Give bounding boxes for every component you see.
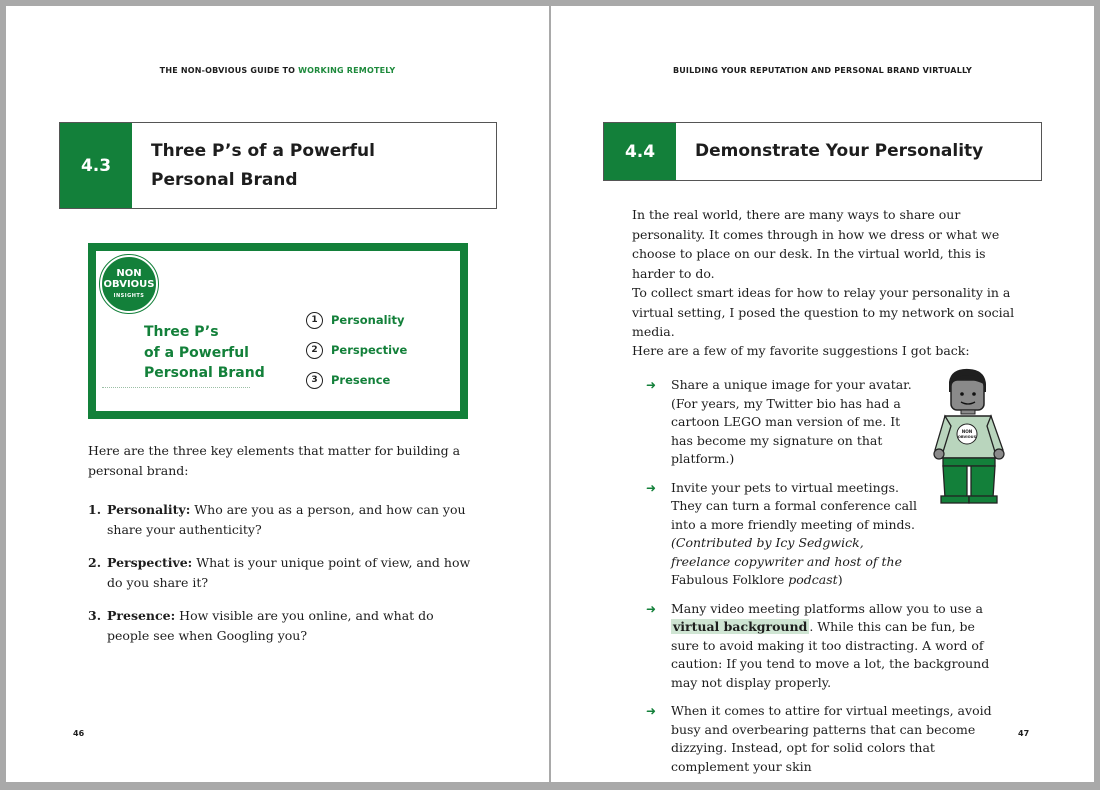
insight-title-line2: of a Powerful xyxy=(144,344,249,361)
left-page xyxy=(6,6,549,782)
list-term: Perspective: xyxy=(107,555,193,570)
section-title xyxy=(151,123,486,208)
list-text: What is your unique point of view, and how do you share it? xyxy=(107,555,471,590)
paragraph-3: Here are a few of my favorite suggestions I got back: xyxy=(632,343,970,358)
insight-callout-box xyxy=(88,243,468,419)
running-head-accent: WORKING REMOTELY xyxy=(298,66,396,75)
list-item xyxy=(646,376,1006,469)
list-term: Personality: xyxy=(107,502,191,517)
bullet-text: Invite your pets to virtual meetings. They can turn a formal conference call into a more friendly meeting of minds. xyxy=(671,479,918,532)
insight-item xyxy=(306,365,407,395)
paragraph-2: To collect smart ideas for how to relay your personality in a virtual setting, I posed the question to my network on social media. xyxy=(632,285,1015,339)
right-page xyxy=(551,6,1094,782)
list-text: How visible are you online, and what do people see when Googling you? xyxy=(107,608,434,643)
badge-line1: NON xyxy=(116,268,142,279)
list-item xyxy=(88,500,478,539)
running-head-right: BUILDING YOUR REPUTATION AND PERSONAL BRAND VIRTUALLY xyxy=(672,66,973,75)
insight-item-label: Presence xyxy=(331,373,391,387)
highlighted-term: virtual background xyxy=(673,619,808,634)
intro-paragraph: Here are the three key elements that matter for building a personal brand: xyxy=(88,443,461,478)
badge-line3: INSIGHTS xyxy=(113,293,145,299)
bullet-text: Share a unique image for your avatar. (For years, my Twitter bio has had a cartoon LEGO man version of me. It has become my signature on that platform.) xyxy=(671,377,912,466)
insight-title-line3: Personal Brand xyxy=(144,365,265,381)
number-circle-icon: 3 xyxy=(306,372,323,389)
bullet-text-cont: . While this can be fun, be sure to avoid making it too distracting. A word of caution: If you tend to move a lot, the background may not display properly. xyxy=(671,619,990,690)
arrow-right-icon: ➜ xyxy=(646,378,657,392)
section-header-4-3 xyxy=(59,122,497,209)
badge-line2: OBVIOUS xyxy=(103,279,155,290)
list-number: 3. xyxy=(88,608,102,623)
dotted-divider xyxy=(102,387,250,388)
list-item xyxy=(88,553,478,592)
list-item xyxy=(88,606,478,645)
page-number-left: 46 xyxy=(73,729,85,738)
section-title-line1: Three P’s of a Powerful xyxy=(151,140,375,161)
list-number: 2. xyxy=(88,555,102,570)
number-circle-icon: 2 xyxy=(306,342,323,359)
section-title: Demonstrate Your Personality xyxy=(695,141,984,161)
list-number: 1. xyxy=(88,502,102,517)
suggestion-list xyxy=(646,376,1006,782)
insight-title-line1: Three P’s xyxy=(144,324,219,340)
section-number: 4.4 xyxy=(604,123,676,180)
svg-text:NON: NON xyxy=(961,429,973,434)
insight-item xyxy=(306,335,407,365)
insight-list xyxy=(306,305,407,395)
section-title-line2: Personal Brand xyxy=(151,169,298,190)
arrow-right-icon: ➜ xyxy=(646,704,657,718)
list-item xyxy=(646,702,1006,776)
numbered-list xyxy=(88,500,478,659)
list-item xyxy=(646,479,1006,590)
list-term: Presence: xyxy=(107,608,176,623)
insight-title xyxy=(144,322,274,384)
paragraph-1: In the real world, there are many ways to share our personality. It comes through in how we dress or what we choose to place on our desk. In the virtual world, this is harder to do. xyxy=(632,207,1000,281)
number-circle-icon: 1 xyxy=(306,312,323,329)
page-number-right: 47 xyxy=(1018,729,1030,738)
arrow-right-icon: ➜ xyxy=(646,601,657,616)
bullet-credit: (Contributed by Icy Sedgwick, freelance copywriter and host of the xyxy=(671,535,902,569)
list-text: Who are you as a person, and how can you share your authenticity? xyxy=(107,502,466,537)
arrow-right-icon: ➜ xyxy=(646,480,657,495)
section-number: 4.3 xyxy=(60,123,132,208)
bullet-text: When it comes to attire for virtual meetings, avoid busy and overbearing patterns that can become dizzying. Instead, opt for solid colors that complement your skin xyxy=(671,703,992,774)
insight-item-label: Perspective xyxy=(331,343,408,357)
bullet-text: Many video meeting platforms allow you to use a xyxy=(671,600,983,616)
running-head-text: THE NON-OBVIOUS GUIDE TO xyxy=(159,66,296,75)
svg-text:OBVIOUS: OBVIOUS xyxy=(957,435,977,439)
bullet-credit-close: ) xyxy=(837,572,843,587)
bullet-body xyxy=(671,479,921,590)
non-obvious-insights-badge-icon xyxy=(100,255,158,313)
insight-item-label: Personality xyxy=(331,313,405,327)
section-header-4-4 xyxy=(603,122,1042,181)
podcast-name: Fabulous Folklore xyxy=(671,572,785,587)
insight-item xyxy=(306,305,407,335)
bullet-credit-end: podcast xyxy=(784,572,838,587)
list-item xyxy=(646,600,1006,693)
running-head-left xyxy=(6,66,549,75)
